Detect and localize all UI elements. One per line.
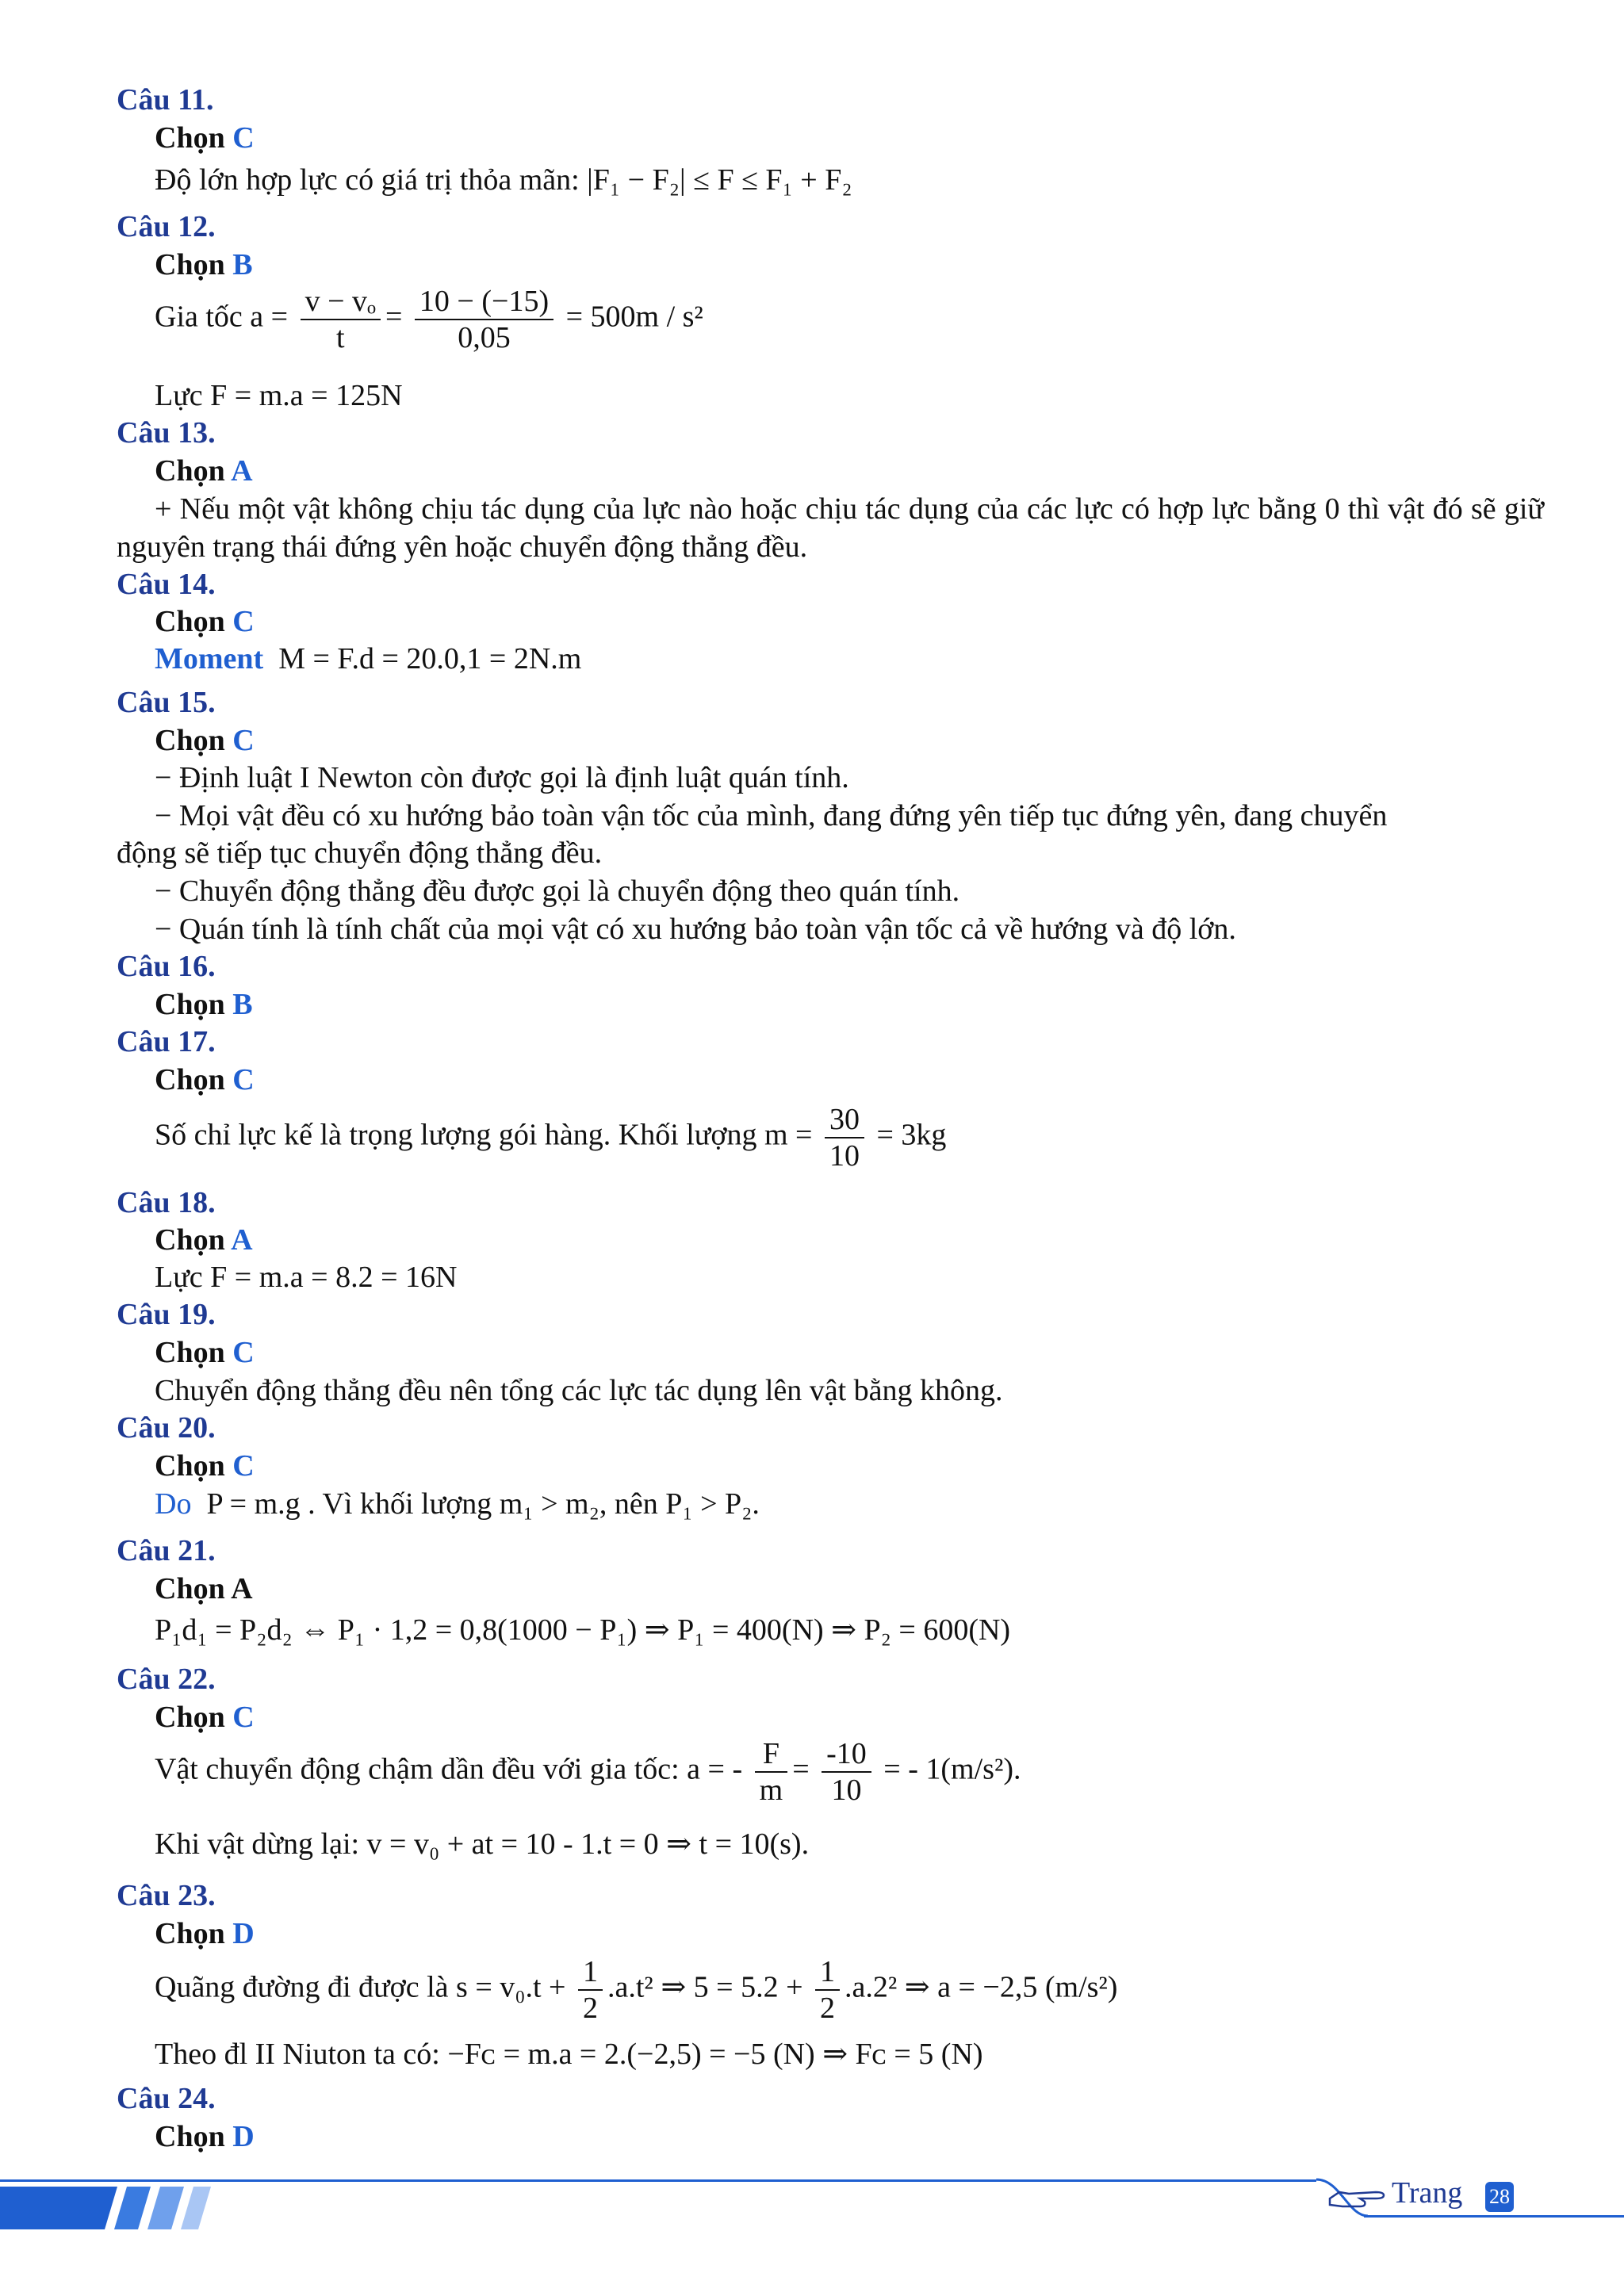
answer-choice: Chọn C xyxy=(155,121,255,155)
mass-formula: Số chỉ lực kế là trọng lượng gói hàng. Khối lượng m = $\frac{30}{10}$ = 3kg xyxy=(155,1103,947,1173)
footer-rule xyxy=(0,2179,1316,2182)
question-label: Câu 17. xyxy=(117,1025,216,1058)
answer-choice: Chọn D xyxy=(155,2120,255,2153)
explanation-line: − Chuyển động thẳng đều được gọi là chuyển động theo quán tính. xyxy=(155,874,960,908)
page-footer-label: Trang xyxy=(1392,2176,1463,2210)
deceleration-formula: Vật chuyển động chậm dần đều với gia tốc: a = - $\frac{F}{m}$ = $\frac{-10}{10}$ = - 1(m/s²). xyxy=(155,1737,1021,1807)
question-label: Câu 18. xyxy=(117,1186,216,1219)
pointing-hand-icon xyxy=(1328,2184,1392,2211)
fraction: $\frac{F}{m}$ xyxy=(755,1736,788,1808)
force-formula: Lực F = m.a = 8.2 = 16N xyxy=(155,1261,458,1294)
fraction: $\frac{1}{2}$ xyxy=(578,1954,603,2026)
footer-rule-right xyxy=(1364,2215,1624,2218)
explanation-line: − Định luật I Newton còn được gọi là định luật quán tính. xyxy=(155,761,849,794)
question-label: Câu 20. xyxy=(117,1411,216,1445)
explanation-line: − Mọi vật đều có xu hướng bảo toàn vận tốc của mình, đang đứng yên tiếp tục đứng yên, đang chuyển xyxy=(155,799,1388,832)
answer-choice: Chọn B xyxy=(155,248,253,281)
explanation-text: Độ lớn hợp lực có giá trị thỏa mãn: |F₁ − F₂| ≤ F ≤ F₁ + F₂ xyxy=(155,163,852,197)
answer-choice: Chọn A xyxy=(155,454,253,488)
answer-choice: Chọn B xyxy=(155,988,253,1021)
question-label: Câu 16. xyxy=(117,950,216,983)
answer-choice: Chọn A xyxy=(155,1572,253,1605)
question-label: Câu 22. xyxy=(117,1663,216,1696)
question-label: Câu 19. xyxy=(117,1298,216,1331)
answer-choice: Chọn C xyxy=(155,1063,255,1096)
answer-choice: Chọn C xyxy=(155,1449,255,1483)
question-label: Câu 24. xyxy=(117,2082,216,2115)
weight-comparison: Do P = m.g . Vì khối lượng m₁ > m₂, nên P₁ > P₂. xyxy=(155,1487,760,1521)
question-label: Câu 14. xyxy=(117,568,216,601)
distance-formula: Quãng đường đi được là s = v₀.t + $\frac{1}{2}$ .a.t² ⇒ 5 = 5.2 + $\frac{1}{2}$ .a.2² ⇒ a = −2,5 (m/s²) xyxy=(155,1955,1118,2025)
question-label: Câu 21. xyxy=(117,1534,216,1567)
explanation-text: Chuyển động thẳng đều nên tổng các lực tác dụng lên vật bằng không. xyxy=(155,1374,1003,1407)
fraction: $\frac{\text{v − vₒ}}{t}$ xyxy=(301,284,381,355)
lever-formula: P₁d₁ = P₂d₂ ⇔ P₁ · 1,2 = 0,8(1000 − P₁) ⇒ P₁ = 400(N) ⇒ P₂ = 600(N) xyxy=(155,1613,1011,1647)
question-label: Câu 11. xyxy=(117,83,214,117)
newton-second-law: Theo đl II Niuton ta có: −Fᴄ = m.a = 2.(−2,5) = −5 (N) ⇒ Fᴄ = 5 (N) xyxy=(155,2038,983,2071)
stop-time-formula: Khi vật dừng lại: v = v₀ + at = 10 - 1.t = 0 ⇒ t = 10(s). xyxy=(155,1827,810,1861)
answer-choice: Chọn C xyxy=(155,1701,255,1734)
force-formula: Lực F = m.a = 125N xyxy=(155,379,403,412)
page-number: 28 xyxy=(1485,2182,1514,2212)
question-label: Câu 13. xyxy=(117,416,216,450)
question-label: Câu 12. xyxy=(117,210,216,243)
answer-choice: Chọn C xyxy=(155,1336,255,1369)
explanation-line: − Quán tính là tính chất của mọi vật có xu hướng bảo toàn vận tốc cả về hướng và độ lớn. xyxy=(155,913,1236,946)
answer-choice: Chọn D xyxy=(155,1917,255,1950)
question-label: Câu 23. xyxy=(117,1879,216,1912)
answer-choice: Chọn C xyxy=(155,605,255,638)
explanation-text: + Nếu một vật không chịu tác dụng của lực nào hoặc chịu tác dụng của các lực có hợp lực bằng 0 thì vật đó sẽ giữ nguyên trạng thái đứng yên hoặc chuyển động thẳng đều. xyxy=(117,492,1544,564)
acceleration-formula: Gia tốc a = $\frac{\text{v − vₒ}}{t}$ = $\frac{10 - (-15)}{0,05}$ = 500m / s² xyxy=(155,285,703,354)
answer-choice: Chọn A xyxy=(155,1223,253,1257)
answer-choice: Chọn C xyxy=(155,724,255,757)
fraction: $\frac{-10}{10}$ xyxy=(822,1736,871,1808)
fraction: $\frac{30}{10}$ xyxy=(825,1102,864,1173)
explanation-line: động sẽ tiếp tục chuyển động thẳng đều. xyxy=(117,836,603,870)
fraction: $\frac{10 - (-15)}{0,05}$ xyxy=(415,284,553,355)
footer-stripes xyxy=(0,2187,214,2229)
fraction: $\frac{1}{2}$ xyxy=(815,1954,840,2026)
question-label: Câu 15. xyxy=(117,686,216,719)
moment-formula: Moment M = F.d = 20.0,1 = 2N.m xyxy=(155,642,582,675)
